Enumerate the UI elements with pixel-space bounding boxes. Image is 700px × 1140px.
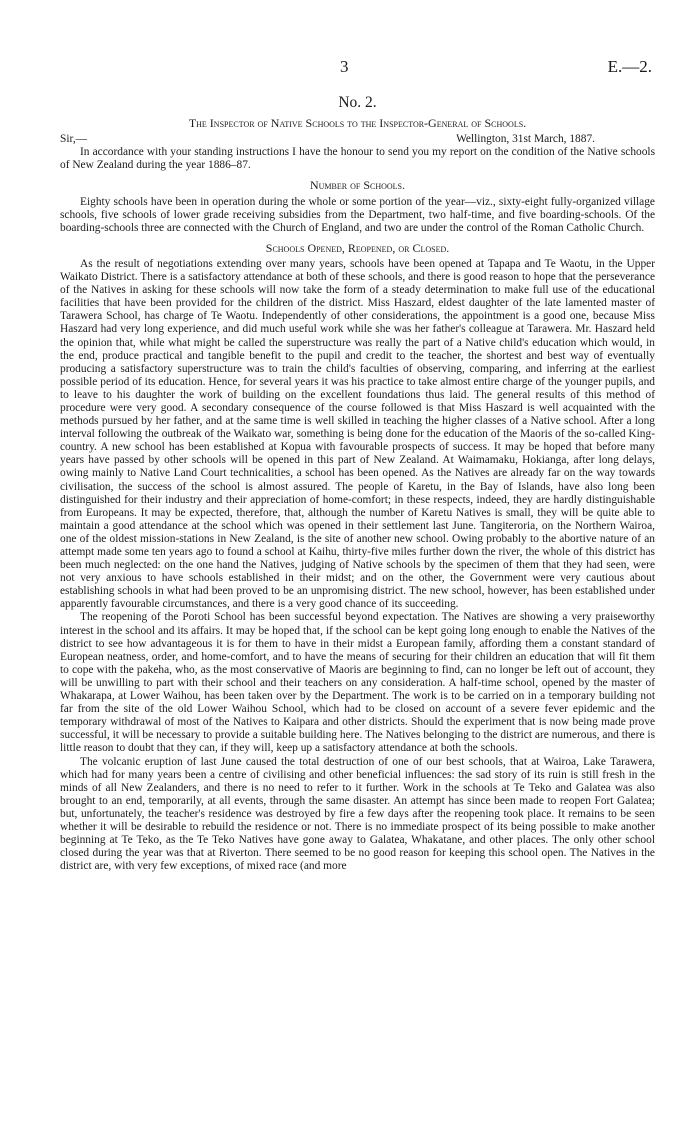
page-number: 3 xyxy=(340,57,349,76)
letter-title: The Inspector of Native Schools to the Inspector-General of Schools. xyxy=(188,116,527,131)
page-reference: E.—2. xyxy=(607,57,652,76)
paragraph-schools-opened-2: The reopening of the Poroti School has been successful beyond expectation. The Natives are showing a very praiseworthy interest in the school and its affairs. It may be hoped that, if the school can be kept going long enough to enable the Natives of the district to see how advantageous it is for them to have in their midst a European family, affording them a constant standard of European neatness, order, and home-comfort, and to have the means of securing for their children an education that will fit them to cope with the pakeha, who, as the most conservative of Maoris are beginning to find, can no longer be left out of account, they will be unwilling to part with their school and their teachers on any consideration. A half-time school, opened by the master of Whakarapa, at Lower Waihou, has been taken over by the Department. The work is to be carried on in a temporary building not far from the site of the old Lower Waihou School, which had to be closed on account of a severe fever epidemic and the temporary withdrawal of most of the Natives to Kaipara and other districts. Should the experiment that is now being made prove successful, it will be necessary to provide a suitable building here. The Natives belonging to the district are numerous, and there is little reason to doubt that they can, if they will, keep up a satisfactory attendance at both the schools. xyxy=(60,611,655,755)
intro-paragraph: In accordance with your standing instructions I have the honour to send you my report on the condition of the Native schools of New Zealand during the year 1886–87. xyxy=(60,146,655,172)
document-number: No. 2. xyxy=(338,94,377,111)
paragraph-schools-opened-1: As the result of negotiations extending over many years, schools have been opened at Tapapa and Te Waotu, in the Upper Waikato District. There is a satisfactory attendance at both of these schools, and there is good reason to hope that the perseverance of the Natives in asking for these schools will now take the form of a steady determination to make full use of the educational facilities that have been provided for the children of the district. Miss Haszard, eldest daughter of the late lamented master of Tarawera School, has charge of Te Waotu. Independently of other considerations, the appointment is a good one, because Miss Haszard had very long experience, and did much useful work while she was her father's colleague at Tarawera. Mr. Haszard held the opinion that, while what might be called the superstructure was really the part of a Native child's education which would, in the end, produce practical and tangible benefit to the pupil and credit to the teacher, the shortest and best way of eventually producing a satisfactory superstructure was to train the child's faculties of observing, comparing, and inferring at the earliest possible period of its education. Hence, for several years it was his practice to take almost entire charge of the younger pupils, and to leave to his daughter the work of building on the excellent foundations thus laid. The general results of this method of procedure were very good. A secondary consequence of the course followed is that Miss Haszard is well acquainted with the methods pursued by her father, and at the same time is well skilled in teaching the higher classes of a Native school. After a long interval following the outbreak of the Waikato war, something is being done for the education of the Maoris of the so-called King-country. A new school has been established at Kopua with favourable prospects of success. It may be hoped that before many years have passed by other schools will be opened in this part of New Zealand. At Waimamaku, Hokianga, after long delays, owing mainly to Native Land Court technicalities, a school has been opened. As the Natives are already far on the way towards civilisation, the success of the school is almost assured. The people of Karetu, in the Bay of Islands, have also long been distinguished for their industry and their appreciation of home-comfort; in these respects, indeed, they are hardly distinguishable from Europeans. It may be expected, therefore, that, although the number of Karetu Natives is small, they will be quite able to maintain a good attendance at the school which was opened in their settlement last June. Tangiteroria, on the Northern Wairoa, one of the oldest mission-stations in New Zealand, is the site of another new school. Owing probably to the abortive nature of an attempt made some ten years ago to found a school at Kaihu, thirty-five miles further down the river, the whole of this district has been much neglected: on the one hand the Natives, judging of Native schools by the specimen of them that they had seen, were not very anxious to have schools established in their midst; and on the other, the Government were very cautious about establishing schools in what had been proved to be an unpromising district. The new school, however, has been established under apparently favourable circumstances, and there is a very good chance of its succeeding. xyxy=(60,257,655,611)
paragraph-schools-opened-3: The volcanic eruption of last June caused the total destruction of one of our best schools, that at Wairoa, Lake Tarawera, which had for many years been a centre of civilising and other beneficial influences: the sad story of its ruin is still fresh in the minds of all New Zealanders, and there is no need to refer to it further. Work in the schools at Te Teko and Galatea was also brought to an end, temporarily, at all events, through the same disaster. An attempt has since been made to reopen Fort Galatea; but, unfortunately, the teacher's residence was destroyed by fire a few days after the reopening took place. It remains to be seen whether it will be desirable to rebuild the residence or not. There is no immediate prospect of its being possible to make another beginning at Te Teko, as the Te Teko Natives have gone away to Galatea, Whakatane, and other places. The only other school closed during the year was that at Riverton. There seemed to be no good reason for keeping this school open. The Natives in the district are, with very few exceptions, of mixed race (and more xyxy=(60,755,655,873)
section-heading-schools-opened: Schools Opened, Reopened, or Closed. xyxy=(265,240,450,255)
salutation: Sir,— xyxy=(60,133,88,146)
dateline: Wellington, 31st March, 1887. xyxy=(456,133,595,146)
paragraph-number-of-schools: Eighty schools have been in operation during the whole or some portion of the year—viz., sixty-eight fully-organized village schools, five schools of lower grade receiving subsidies from the Department, two half-time, and five boarding-schools. Of the boarding-schools three are connected with the Church of England, and two are under the control of the Roman Catholic Church. xyxy=(60,195,655,234)
section-heading-number-of-schools: Number of Schools. xyxy=(309,178,406,193)
salutation-line xyxy=(60,133,655,146)
